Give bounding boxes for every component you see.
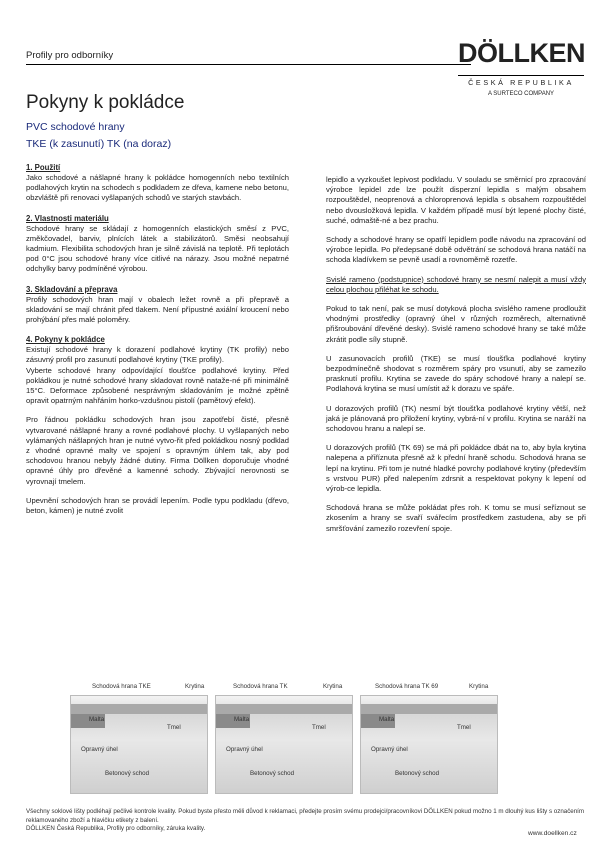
label-krytina-3: Krytina — [469, 683, 489, 690]
label-tmel: Tmel — [312, 724, 326, 731]
figure-tke — [70, 695, 208, 794]
section-1-heading: 1. Použití — [26, 163, 61, 172]
stair-edge-profile — [361, 704, 497, 714]
section-2-heading: 2. Vlastnosti materiálu — [26, 213, 109, 223]
logo-wordmark: DÖLLKEN — [458, 38, 585, 68]
label-betonovy-schod: Betonový schod — [395, 770, 440, 777]
logo-tagline: A SURTECO COMPANY — [487, 91, 555, 97]
label-krytina-1: Krytina — [185, 683, 205, 690]
label-betonovy-schod: Betonový schod — [250, 770, 295, 777]
footer-company-line: DÖLLKEN Česká Republika, Profily pro odborníky, záruka kvality. — [26, 825, 206, 833]
section-3-text: Profily schodových hran mají v obalech ležet rovně a při přepravě a skladování se mají chránit před tlakem. Není přípustné axiální kroucení nebo prohýbání přes malé poloměry. — [26, 294, 289, 325]
page-title: Pokyny k pokládce — [26, 92, 185, 113]
left-column — [26, 163, 289, 516]
logo-country: ČESKÁ REPUBLIKA — [458, 75, 584, 87]
label-tmel: Tmel — [167, 724, 181, 731]
section-4-heading: 4. Pokyny k pokládce — [26, 335, 105, 345]
subtitle-types: TKE (k zasunutí) TK (na doraz) — [26, 138, 172, 150]
brand-logo — [458, 40, 584, 97]
label-krytina-2: Krytina — [323, 683, 343, 690]
label-tmel: Tmel — [457, 724, 471, 731]
stair-edge-profile — [216, 704, 352, 714]
footer-url[interactable]: www.doellken.cz — [528, 830, 577, 837]
right-paragraph-1: lepidlo a vyzkoušet lepivost podkladu. V souladu se směrnicí pro zpracování výrobce lepidel zde lze použít disperzní lepidla s malým obsahem rozpouštědel, neoprenová a chloroprenová lepidla s obsahem rozpouštědel nebo dvousložková lepidla. V každém případě musí být lepené plochy čisté, suché, odmaště-né a bez prachu. — [326, 175, 586, 225]
footer-warranty-text: Všechny soklové lišty podléhají pečlivé kontrole kvality. Pokud byste přesto měli důvod k reklamaci, předejte prosím svému prodejci/pracovníkovi DÖLLKEN pokud možno 1 m dlouhý kus lišty s označením reklamovaného zboží a hlavičku etikety z balení. — [26, 808, 585, 824]
header-rule — [26, 64, 471, 65]
label-malta: Malta — [89, 716, 105, 723]
right-paragraph-2: Schody a schodové hrany se opatří lepidlem podle návodu na zpracování od výrobce lepidla. Po předepsané době odvětrání se schodová hrana natáčí na schoda kladívkem se pevně usadí a rovnoměrně rozetře. — [326, 235, 586, 265]
right-paragraph-6: U dorazových profilů (TK) nesmí být tloušťka podlahové krytiny větší, než jaká je plánovaná pro přiložení krytiny, vybrá-ní v profilu. Krytina se naráží na schodovou hranu a nalepí se. — [326, 403, 586, 434]
subtitle-product: PVC schodové hrany — [26, 121, 125, 133]
right-paragraph-3: Svislé rameno (podstupnice) schodové hrany se nesmí nalepit a musí vždy celou plochou přiléhat ke schodu. — [326, 274, 586, 294]
section-1-text: Jako schodové a nášlapné hrany k pokládce homogenních nebo textilních podlahových krytin na schodech s podkladem ze dřeva, kamene nebo betonu, obzvláště při renovaci vyšlapaných schodů ve starých stavbách. — [26, 173, 289, 203]
label-profile-tke: Schodová hrana TKE — [92, 683, 151, 690]
stair-edge-profile — [71, 704, 207, 714]
right-paragraph-4: Pokud to tak není, pak se musí dotyková plocha svislého ramene prodloužit vhodnými prostředky (opravný úhel v různých rozměrech, alternativně přišroubování dřevěné desky). Svislé rameno schodové hrany se také může zkrátit podle síly stupně. — [326, 304, 586, 344]
label-opravny-uhel: Opravný úhel — [81, 746, 118, 753]
right-column — [326, 175, 586, 534]
section-4-paragraph-2: Vyberte schodové hrany odpovídající tloušťce podlahové krytiny. Před pokládkou je nutné schodové hrany skladovat rovně nataže-né při minimálně 15°C. Deformace způsobené nesprávným skladováním je možné zpětně opravit opatrným nahřáním horko-vzdušnou pistolí (pamětový efekt). — [26, 365, 289, 406]
section-2-text: Schodové hrany se skládají z homogenních elastických směsí z PVC, změkčovadel, barviv, plnících látek a stabilizátorů. Směsi neobsahují kadmium. Flexibilita schodových hran je silně závislá na teplotě. Při teplotách pod 0°C jsou schodové hrany více citlivé na nárazy. Jsou možné nepatrné odchylky barvy podmíněné výrobou. — [26, 223, 289, 274]
label-betonovy-schod: Betonový schod — [105, 770, 150, 777]
section-4-paragraph-4: Upevnění schodových hran se provádí lepením. Podle typu podkladu (dřevo, beton, kámen) je nutné zvolit — [26, 495, 289, 516]
label-opravny-uhel: Opravný úhel — [226, 746, 263, 753]
label-opravny-uhel: Opravný úhel — [371, 746, 408, 753]
right-paragraph-8: Schodová hrana se může pokládat přes roh. K tomu se musí seříznout se zkosením a hrany se svaří svářecím prostředkem zastudena, aby se při smršťování zamezilo rozevření spoje. — [326, 503, 586, 533]
label-malta: Malta — [234, 716, 250, 723]
label-malta: Malta — [379, 716, 395, 723]
label-profile-tk: Schodová hrana TK — [233, 683, 288, 690]
figure-tk — [215, 695, 353, 794]
section-3-heading: 3. Skladování a přeprava — [26, 284, 118, 294]
footer — [26, 808, 586, 834]
right-paragraph-5: U zasunovacích profilů (TKE) se musí tloušťka podlahové krytiny bezpodmínečně shodovat s rozměrem spáry pro vsunutí, aby se zamezilo prasknutí profilu. Krytina se zavede do spáry schodové hrany a nalepí se. Podlahová krytina se musí umístit až k dorazu ve spáře. — [326, 353, 586, 394]
label-profile-tk69: Schodová hrana TK 69 — [375, 683, 439, 690]
figure-tk69 — [360, 695, 498, 794]
category-label: Profily pro odborníky — [26, 50, 114, 61]
section-4-paragraph-1: Existují schodové hrany k dorazení podlahové krytiny (TK profily) nebo zásuvný profil pro zasunutí podlahové krytiny (TKE profily). — [26, 345, 289, 365]
section-4-paragraph-3: Pro řádnou pokládku schodových hran jsou zapotřebí čisté, přesně vytvarované nášlapné hrany a rovné podlahové plochy. U vyšlapaných nebo vylámaných nášlapných hran je nutné vytvo-řit před pokládkou nosný podklad z vhodné opravné malty ve spojení s opravným úhlem tak, aby pod schodovou hranou nebyly žádné dutiny. Firma Döllken doporučuje vhodné opravné úhly pro dřevěné a kamenné schody. Zbývající nerovnosti se vyrovnají tmelem. — [26, 415, 289, 486]
right-paragraph-7: U dorazových profilů (TK 69) se má při pokládce dbát na to, aby byla krytina nalepena a přiříznuta přesně až k přední hraně schodu. Schodová hrana se lepí na krytinu. Při tom je nutné hladké povrchy podlahové krytiny (především s vrstvou PUR) před nalepením zdrsnit a respektovat pokyny k lepení od výrob-ce lepidla. — [326, 443, 586, 494]
